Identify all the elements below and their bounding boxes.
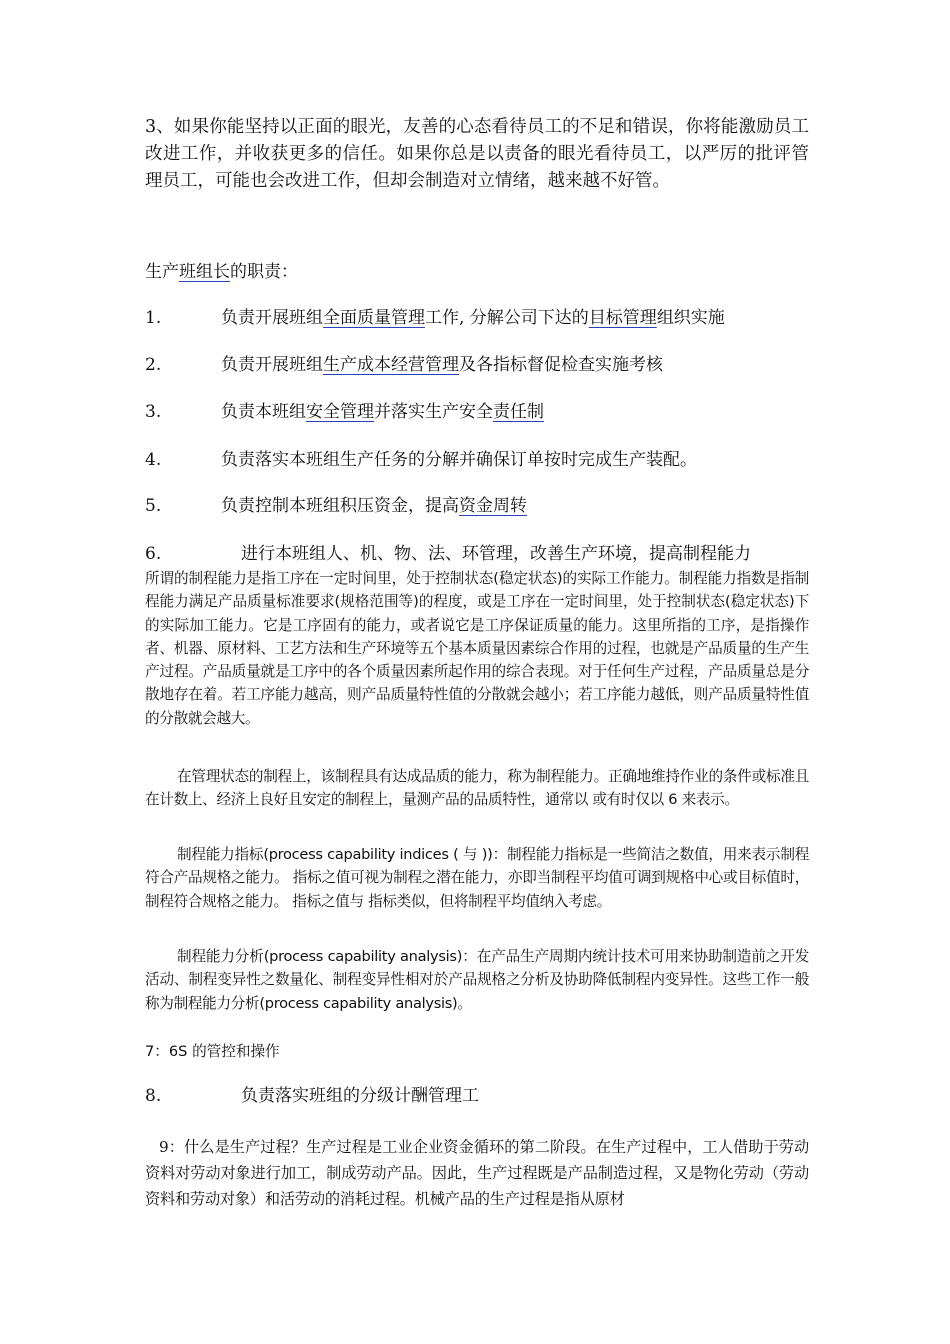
item-number: 8. — [145, 1086, 162, 1106]
section-heading — [145, 260, 809, 284]
item-text: 组织实施 — [656, 308, 725, 328]
capability-indices-paragraph: 制程能力指标(process capability indices ( 与 ))：制程能力指标是一些简洁之数值，用来表示制程符合产品规格之能力。 指标之值可视为制程之潜在能力，亦即当制程平均值可调到规格中心或目标值时，制程符合规格之能力。 指标之值与 指标类似，但将制程平均值纳入考虑。 — [145, 846, 809, 910]
item-text: 进行本班组人、机、物、法、环管理，改善生产环境，提高制程能力 — [241, 544, 751, 564]
capability-analysis-paragraph: 制程能力分析(process capability analysis)：在产品生产周期内统计技术可用来协助制造前之开发活动、制程变异性之数量化、制程变异性相对於产品规格之分析及协助降低制程内变异性。这些工作一般称为制程能力分析(process capability analysis)。 — [145, 948, 809, 1012]
item-number: 3. — [145, 402, 162, 422]
duty-item-8 — [145, 1084, 809, 1108]
duty-item-4 — [145, 448, 809, 472]
item-text: 工作, 分解公司下达的 — [425, 308, 589, 328]
production-process-paragraph: 9：什么是生产过程？生产过程是工业企业资金循环的第二阶段。在生产过程中，工人借助于劳动资料对劳动对象进行加工，制成劳动产品。因此，生产过程既是产品制造过程，又是物化劳动（劳动资料和劳动对象）和活劳动的消耗过程。机械产品的生产过程是指从原材 — [145, 1138, 809, 1208]
duty-item-2 — [145, 353, 809, 377]
item-number: 4. — [145, 450, 162, 470]
intro-paragraph: 3、如果你能坚持以正面的眼光，友善的心态看待员工的不足和错误，你将能激励员工改进工作，并收获更多的信任。如果你总是以责备的眼光看待员工，以严厉的批评管理员工，可能也会改进工作，但却会制造对立情绪，越来越不好管。 — [145, 117, 809, 191]
link-responsibility-system[interactable]: 责任制 — [493, 402, 544, 422]
item-text: 及各指标督促检查实施考核 — [459, 355, 663, 375]
heading-link-team-leader[interactable]: 班组长 — [179, 262, 230, 282]
item-text: 负责落实本班组生产任务的分解并确保订单按时完成生产装配。 — [221, 450, 697, 470]
duty-item-6 — [145, 542, 809, 566]
item-text: 负责开展班组 — [221, 308, 323, 328]
link-objective-management[interactable]: 目标管理 — [588, 308, 657, 328]
item-text: 负责控制本班组积压资金，提高 — [221, 496, 459, 516]
item-number: 2. — [145, 355, 162, 375]
process-capability-paragraph: 所谓的制程能力是指工序在一定时间里，处于控制状态(稳定状态)的实际工作能力。制程能力指数是指制程能力满足产品质量标准要求(规格范围等)的程度，或是工序在一定时间里，处于控制状态(稳定状态)下的实际加工能力。它是工序固有的能力，或者说它是工序保证质量的能力。这里所指的工序，是指操作者、机器、原材料、工艺方法和生产环境等五个基本质量因素综合作用的过程，也就是产品质量的生产生产过程。产品质量就是工序中的各个质量因素所起作用的综合表现。对于任何生产过程，产品质量总是分散地存在着。若工序能力越高，则产品质量特性值的分散就会越小；若工序能力越低，则产品质量特性值的分散就会越大。 — [145, 570, 809, 727]
link-production-cost-management[interactable]: 生产成本经营管理 — [323, 355, 459, 375]
duty-item-1 — [145, 306, 809, 330]
link-safety-management[interactable]: 安全管理 — [306, 402, 374, 422]
item-text: 负责本班组 — [221, 402, 306, 422]
item-text: 并落实生产安全 — [374, 402, 493, 422]
link-capital-turnover[interactable]: 资金周转 — [459, 496, 527, 516]
link-total-quality-management[interactable]: 全面质量管理 — [323, 308, 425, 328]
item-number: 5. — [145, 496, 162, 516]
duty-item-3 — [145, 400, 809, 424]
item-number: 6. — [145, 544, 162, 564]
duty-item-7: 7：6S 的管控和操作 — [145, 1043, 280, 1060]
heading-text-pre: 生产 — [145, 262, 179, 282]
item-number: 1. — [145, 308, 162, 328]
heading-text-post: 的职责： — [230, 262, 298, 282]
management-state-paragraph: 在管理状态的制程上，该制程具有达成品质的能力，称为制程能力。正确地维持作业的条件或标准且在计数上、经济上良好且安定的制程上，量测产品的品质特性，通常以 或有时仅以 6 来表示。 — [145, 768, 809, 809]
item-text: 负责开展班组 — [221, 355, 323, 375]
duty-item-5 — [145, 494, 809, 518]
item-text: 负责落实班组的分级计酬管理工 — [241, 1086, 479, 1106]
